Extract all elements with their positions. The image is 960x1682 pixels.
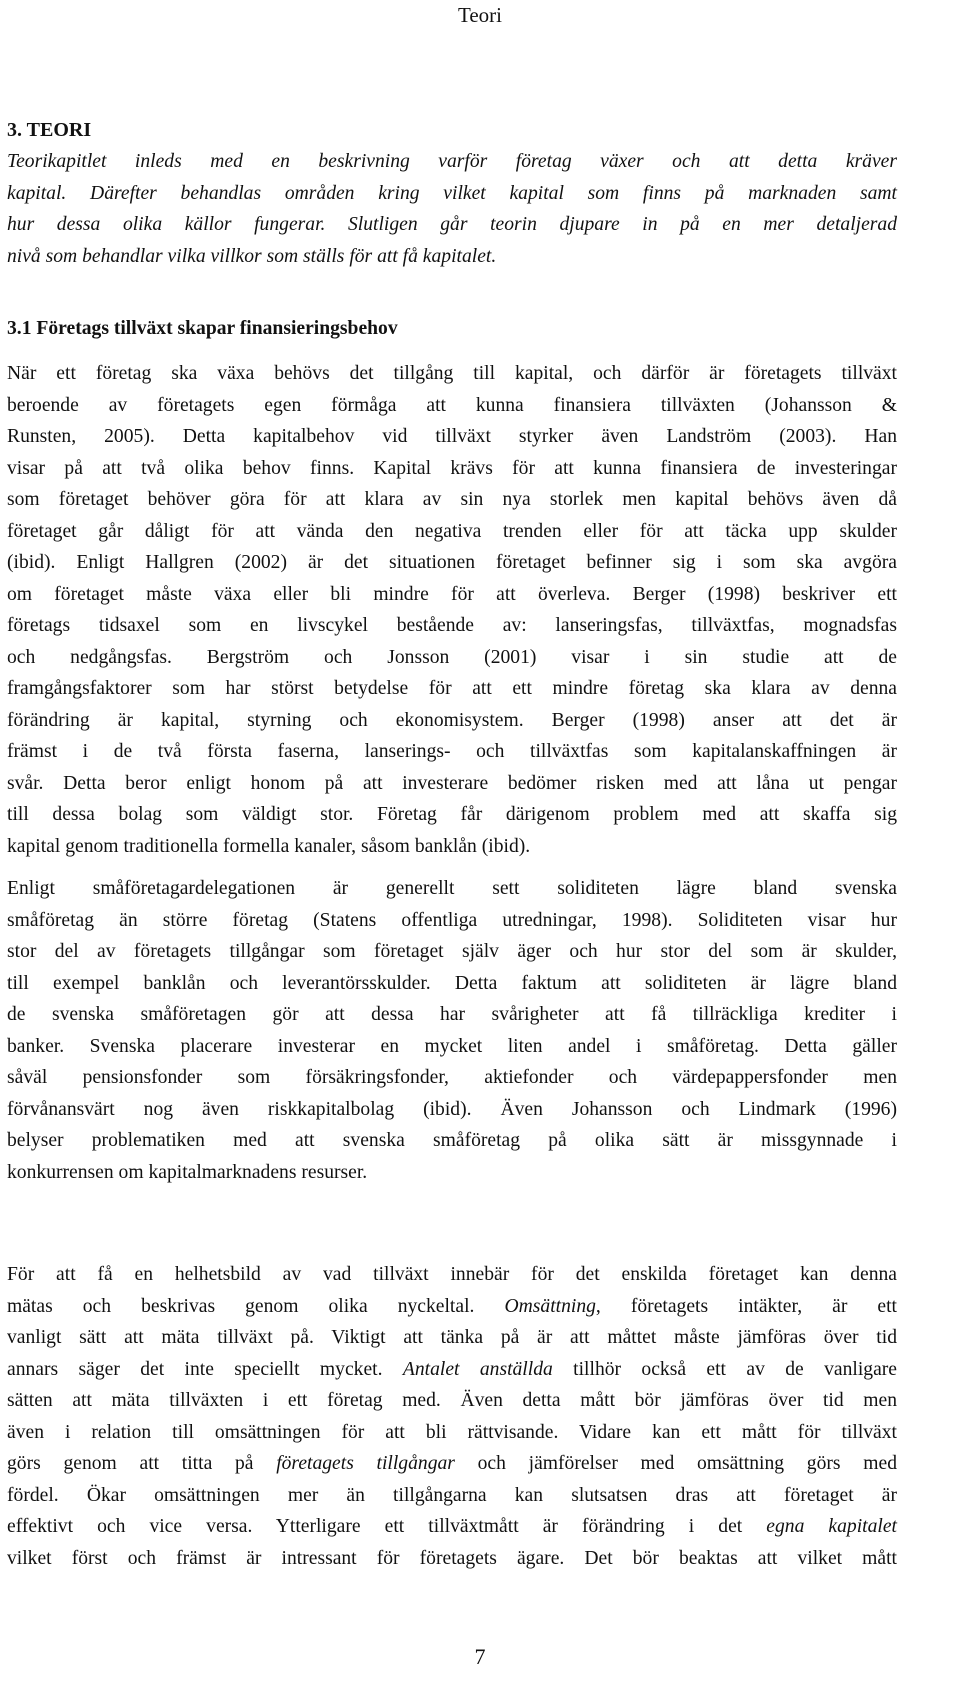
intro-line: Teorikapitlet inleds med en beskrivning varför företag växer och att detta kräver	[7, 151, 897, 172]
line-text: även i relation till omsättningen för att bli rättvisande. Vidare kan ett mått för tillväxt	[7, 1421, 897, 1443]
line-text: vanligt sätt att mäta tillväxt på. Viktigt att tänka på är att måttet måste jämföras över tid	[7, 1327, 897, 1348]
paragraph-line	[7, 1511, 897, 1543]
line-text: För att få en helhetsbild av vad tillväxt innebär för det enskilda företaget kan denna	[7, 1264, 897, 1285]
paragraph-line: När ett företag ska växa behövs det tillgång till kapital, och därför är företagets tillväxt	[7, 363, 897, 384]
paragraph-line	[7, 1448, 897, 1480]
paragraph-line: som företaget behöver göra för att klara av sin nya storlek men kapital behövs även då	[7, 489, 897, 510]
paragraph-line: belyser problematiken med att svenska småföretag på olika sätt är missgynnade i	[7, 1130, 897, 1151]
paragraph-line	[7, 1354, 897, 1386]
paragraph-line: företags tidsaxel som en livscykel bestående av: lanseringsfas, tillväxtfas, mognadsfas	[7, 615, 897, 636]
paragraph-line: framgångsfaktorer som har störst betydelse för att ett mindre företag ska klara av denna	[7, 678, 897, 699]
line-text: görs genom att titta på	[7, 1453, 277, 1474]
chapter-intro	[7, 146, 897, 272]
emphasis-term: Omsättning	[504, 1295, 596, 1317]
emphasis-term: Antalet anställda	[402, 1358, 553, 1380]
page-number: 7	[474, 1644, 486, 1669]
paragraph-line: beroende av företagets egen förmåga att kunna finansiera tillväxten (Johansson &	[7, 394, 897, 416]
line-text: tillhör också ett av de vanligare	[552, 1358, 897, 1380]
paragraph-line: småföretag än större företag (Statens offentliga utredningar, 1998). Soliditeten visar hur	[7, 909, 897, 931]
paragraph-line: Runsten, 2005). Detta kapitalbehov vid tillväxt styrker även Landström (2003). Han	[7, 426, 897, 447]
paragraph-line: företaget går dåligt för att vända den negativa trenden eller för att täcka upp skulder	[7, 520, 897, 542]
paragraph-line	[7, 1291, 897, 1323]
paragraph-line: de svenska småföretagen gör att dessa har svårigheter att få tillräckliga krediter i	[7, 1004, 897, 1025]
paragraph-line: Enligt småföretagardelegationen är generellt sett soliditeten lägre bland svenska	[7, 878, 897, 899]
paragraph-line	[7, 1543, 897, 1575]
paragraph-line: om företaget måste växa eller bli mindre för att överleva. Berger (1998) beskriver ett	[7, 583, 897, 605]
paragraph-line	[7, 1417, 897, 1449]
paragraph-line: till exempel banklån och leverantörsskulder. Detta faktum att soliditeten är lägre bland	[7, 972, 897, 994]
emphasis-term: företagets tillgångar	[276, 1453, 455, 1474]
line-text: vilket först och främst är intressant för företagets ägare. Det bör beaktas att vilket mått	[7, 1547, 897, 1569]
paragraph-line	[7, 1480, 897, 1512]
intro-line: nivå som behandlar vilka villkor som ställs för att få kapitalet.	[7, 245, 497, 267]
paragraph-3	[7, 1259, 897, 1574]
paragraph-line: främst i de två första faserna, lanserings- och tillväxtfas som kapitalanskaffningen är	[7, 741, 897, 762]
line-text: annars säger det inte speciellt mycket.	[7, 1358, 403, 1380]
paragraph-line: svår. Detta beror enligt honom på att investerare bedömer risken med att låna ut pengar	[7, 772, 897, 794]
chapter-title: 3. TEORI	[7, 119, 92, 141]
paragraph-line	[7, 1322, 897, 1354]
intro-line: hur dessa olika källor fungerar. Slutligen går teorin djupare in på en mer detaljerad	[7, 214, 897, 235]
emphasis-term: egna kapitalet	[766, 1516, 897, 1537]
paragraph-line: stor del av företagets tillgångar som företaget själv äger och hur stor del som är skulder,	[7, 941, 897, 962]
line-text: , företagets intäkter, är ett	[595, 1295, 897, 1317]
paragraph-line: visar på att två olika behov finns. Kapital krävs för att kunna finansiera de investeringar	[7, 457, 897, 479]
running-header: Teori	[457, 3, 502, 27]
paragraph-line: kapital genom traditionella formella kanaler, såsom banklån (ibid).	[7, 835, 531, 857]
line-text: sätten att mäta tillväxten i ett företag med. Även detta mått bör jämföras över tid men	[7, 1390, 897, 1411]
paragraph-line: banker. Svenska placerare investerar en mycket liten andel i småföretag. Detta gäller	[7, 1035, 897, 1057]
paragraph-line: (ibid). Enligt Hallgren (2002) är det situationen företaget befinner sig i som ska avgöra	[7, 552, 897, 573]
paragraph-1	[7, 358, 897, 862]
paragraph-line	[7, 1259, 897, 1291]
line-text: och jämförelser med omsättning görs med	[454, 1453, 897, 1474]
line-text: mätas och beskrivas genom olika nyckeltal.	[7, 1295, 505, 1317]
paragraph-2	[7, 873, 897, 1188]
paragraph-line: förändring är kapital, styrning och ekonomisystem. Berger (1998) anser att det är	[7, 709, 897, 731]
paragraph-line: och nedgångsfas. Bergström och Jonsson (2001) visar i sin studie att de	[7, 646, 897, 668]
paragraph-line: till dessa bolag som väldigt stor. Företag får därigenom problem med att skaffa sig	[7, 804, 897, 825]
paragraph-line: förvånansvärt nog även riskkapitalbolag (ibid). Även Johansson och Lindmark (1996)	[7, 1098, 897, 1120]
paragraph-line: konkurrensen om kapitalmarknadens resurser.	[7, 1161, 368, 1183]
line-text: effektivt och vice versa. Ytterligare ett tillväxtmått är förändring i det	[7, 1516, 767, 1537]
paragraph-line: såväl pensionsfonder som försäkringsfonder, aktiefonder och värdepappersfonder men	[7, 1067, 897, 1088]
intro-line: kapital. Därefter behandlas områden kring vilket kapital som finns på marknaden samt	[7, 182, 897, 204]
section-title: 3.1 Företags tillväxt skapar finansieringsbehov	[7, 318, 398, 339]
line-text: fördel. Ökar omsättningen mer än tillgångarna kan slutsatsen dras att företaget är	[7, 1484, 897, 1506]
paragraph-line	[7, 1385, 897, 1417]
